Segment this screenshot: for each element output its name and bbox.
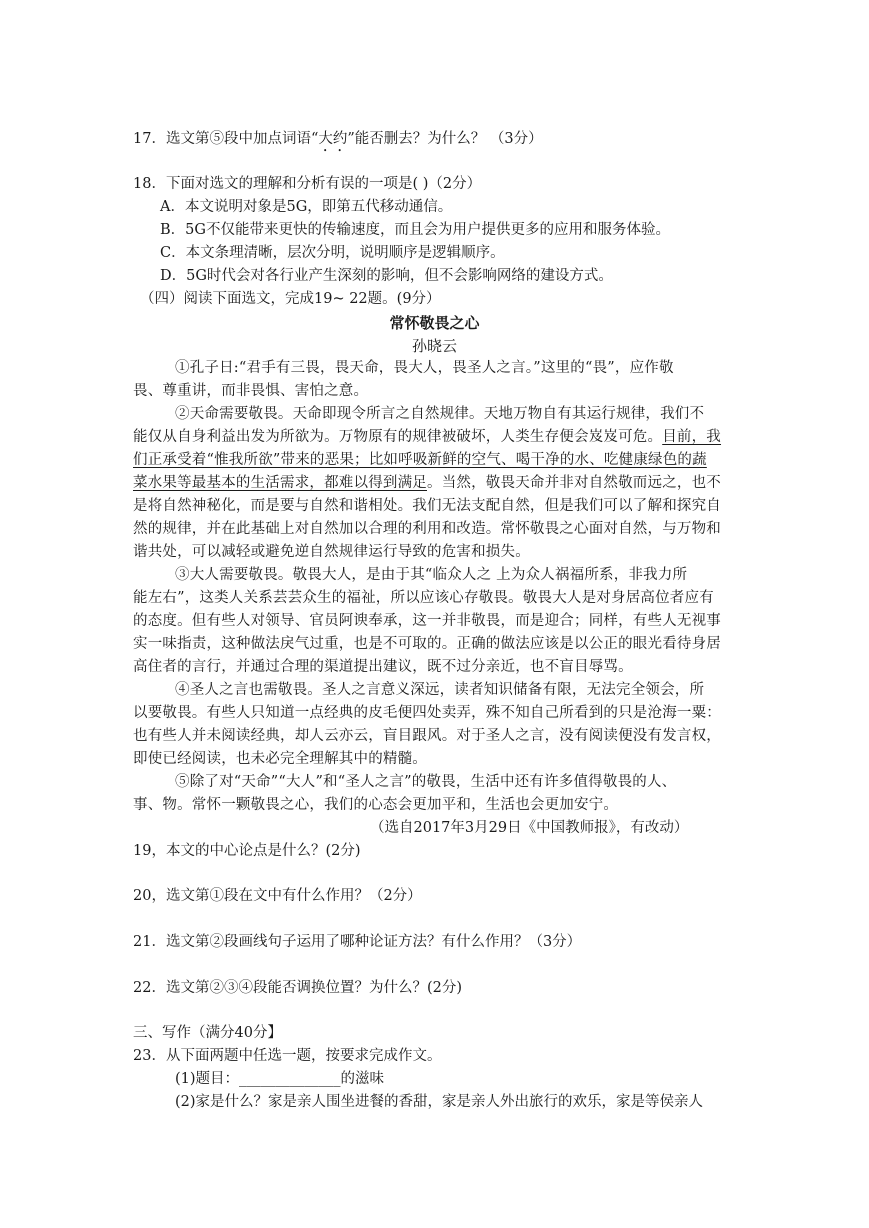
question-22: 22．选文第②③④段能否调换位置？为什么？(2分) [133, 980, 462, 996]
paragraph-2-line: 菜水果等最基本的生活需求，都难以得到满足。当然，敬畏天命并非对自然敬而远之，也不 [133, 475, 721, 491]
paragraph-3-line: 高住者的言行，并通过合理的渠道提出建议，既不过分亲近，也不盲目辱骂。 [133, 659, 633, 675]
paragraph-4-line: 即使已经阅读，也未必完全理解其中的精髓。 [133, 751, 427, 767]
underlined-sentence: 目前，我 [662, 429, 722, 445]
underlined-sentence: 们正承受着“惟我所欲”带来的恶果；比如呼吸新鲜的空气、喝干净的水、吃健康绿色的蔬 [133, 452, 707, 468]
paragraph-3-line: 能左右”，这类人关系芸芸众生的福祉，所以应该心存敬畏。敬畏大人是对身居高位者应有 [133, 590, 714, 606]
paragraph-2-line: 谐共处，可以减轻或避免逆自然规律运行导致的危害和损失。 [133, 544, 530, 560]
question-23-option-2: (2)家是什么？家是亲人围坐进餐的香甜，家是亲人外出旅行的欢乐，家是等侯亲人 [175, 1094, 704, 1110]
underlined-sentence: 菜水果等最基本的生活需求，都难以得到满足 [133, 475, 427, 491]
section-4-heading: （四）阅读下面选文，完成19~ 22题。(9分） [140, 291, 441, 307]
question-18-option-a: A．本文说明对象是5G，即第五代移动通信。 [160, 199, 453, 215]
paragraph-4-line: 以要敬畏。有些人只知道一点经典的皮毛便四处卖弄，殊不知自己所看到的只是沧海一粟： [133, 705, 721, 721]
paragraph-2-line: 然的规律，并在此基础上对自然加以合理的利用和改造。常怀敬畏之心面对自然，与万物和 [133, 521, 721, 537]
question-23-stem: 23．从下面两题中任选一题，按要求完成作文。 [133, 1048, 442, 1064]
paragraph-1-line: 畏、尊重讲，而非畏惧、害怕之意。 [133, 383, 369, 399]
article-title: 常怀敬畏之心 [389, 314, 480, 332]
answer-blank: ______________ [239, 1071, 341, 1087]
paragraph-3-line: ③大人需要敬畏。敬畏大人，是由于其“临众人之 上为众人祸福所系，非我力所 [175, 567, 688, 583]
paragraph-5-line: ⑤除了对“天命”“大人”和“圣人之言”的敬畏，生活中还有许多值得敬畏的人、 [175, 774, 677, 790]
question-18-option-b: B．5G不仅能带来更快的传输速度，而且会为用户提供更多的应用和服务体验。 [160, 222, 670, 238]
question-17: 17．选文第⑤段中加点词语“大约”能否删去？为什么？ （3分） [133, 131, 543, 147]
paragraph-2-line [133, 450, 707, 470]
question-19: 19，本文的中心论点是什么？(2分) [133, 843, 361, 859]
question-18-option-d: D．5G时代会对各行业产生深刻的影响，但不会影响网络的建设方式。 [160, 268, 613, 284]
question-18-option-c: C．本文条理清晰，层次分明，说明顺序是逻辑顺序。 [160, 245, 505, 261]
paragraph-2-line: ②天命需要敬畏。天命即现令所言之自然规律。天地万物自有其运行规律，我们不 [175, 406, 705, 422]
paragraph-1-line: ①孔子日:“君手有三畏，畏天命，畏大人，畏圣人之言。”这里的“畏”，应作敬 [175, 360, 674, 376]
question-21: 21．选文第②段画线句子运用了哪种论证方法？有什么作用？（3分） [133, 934, 582, 950]
paragraph-3-line: 实一味指责，这种做法戾气过重，也是不可取的。正确的做法应该是以公正的眼光看待身居 [133, 636, 721, 652]
emphasized-word: 大约 [318, 131, 348, 147]
article-author: 孙晓云 [411, 337, 457, 355]
paragraph-2-line: 是将自然神秘化，而是要与自然和谐相处。我们无法支配自然，但是我们可以了解和探究自 [133, 498, 721, 514]
question-23-option-1: (1)题目：______________的滋味 [175, 1071, 385, 1087]
paragraph-5-line: 事、物。常怀一颗敬畏之心，我们的心态会更加平和，生活也会更加安宁。 [133, 797, 619, 813]
question-18-stem: 18．下面对选文的理解和分析有误的一项是( )（2分） [133, 176, 482, 192]
question-20: 20，选文第①段在文中有什么作用？（2分） [133, 888, 422, 904]
paragraph-3-line: 的态度。但有些人对领导、官员阿谀奉承，这一并非敬畏，而是迎合；同样，有些人无视事 [133, 613, 721, 629]
section-3-heading: 三、写作（满分40分】 [133, 1025, 282, 1041]
paragraph-4-line: 也有些人并未阅读经典，却人云亦云，盲目跟风。对于圣人之言，没有阅读便没有发言权， [133, 728, 721, 744]
paragraph-2-line: 能仅从自身利益出发为所欲为。万物原有的规律被破坏，人类生存便会岌岌可危。目前，我 [133, 429, 722, 445]
article-source: （选自2017年3月29日《中国教师报》，有改动） [370, 820, 689, 836]
paragraph-4-line: ④圣人之言也需敬畏。圣人之言意义深远，读者知识储备有限，无法完全领会，所 [175, 682, 705, 698]
